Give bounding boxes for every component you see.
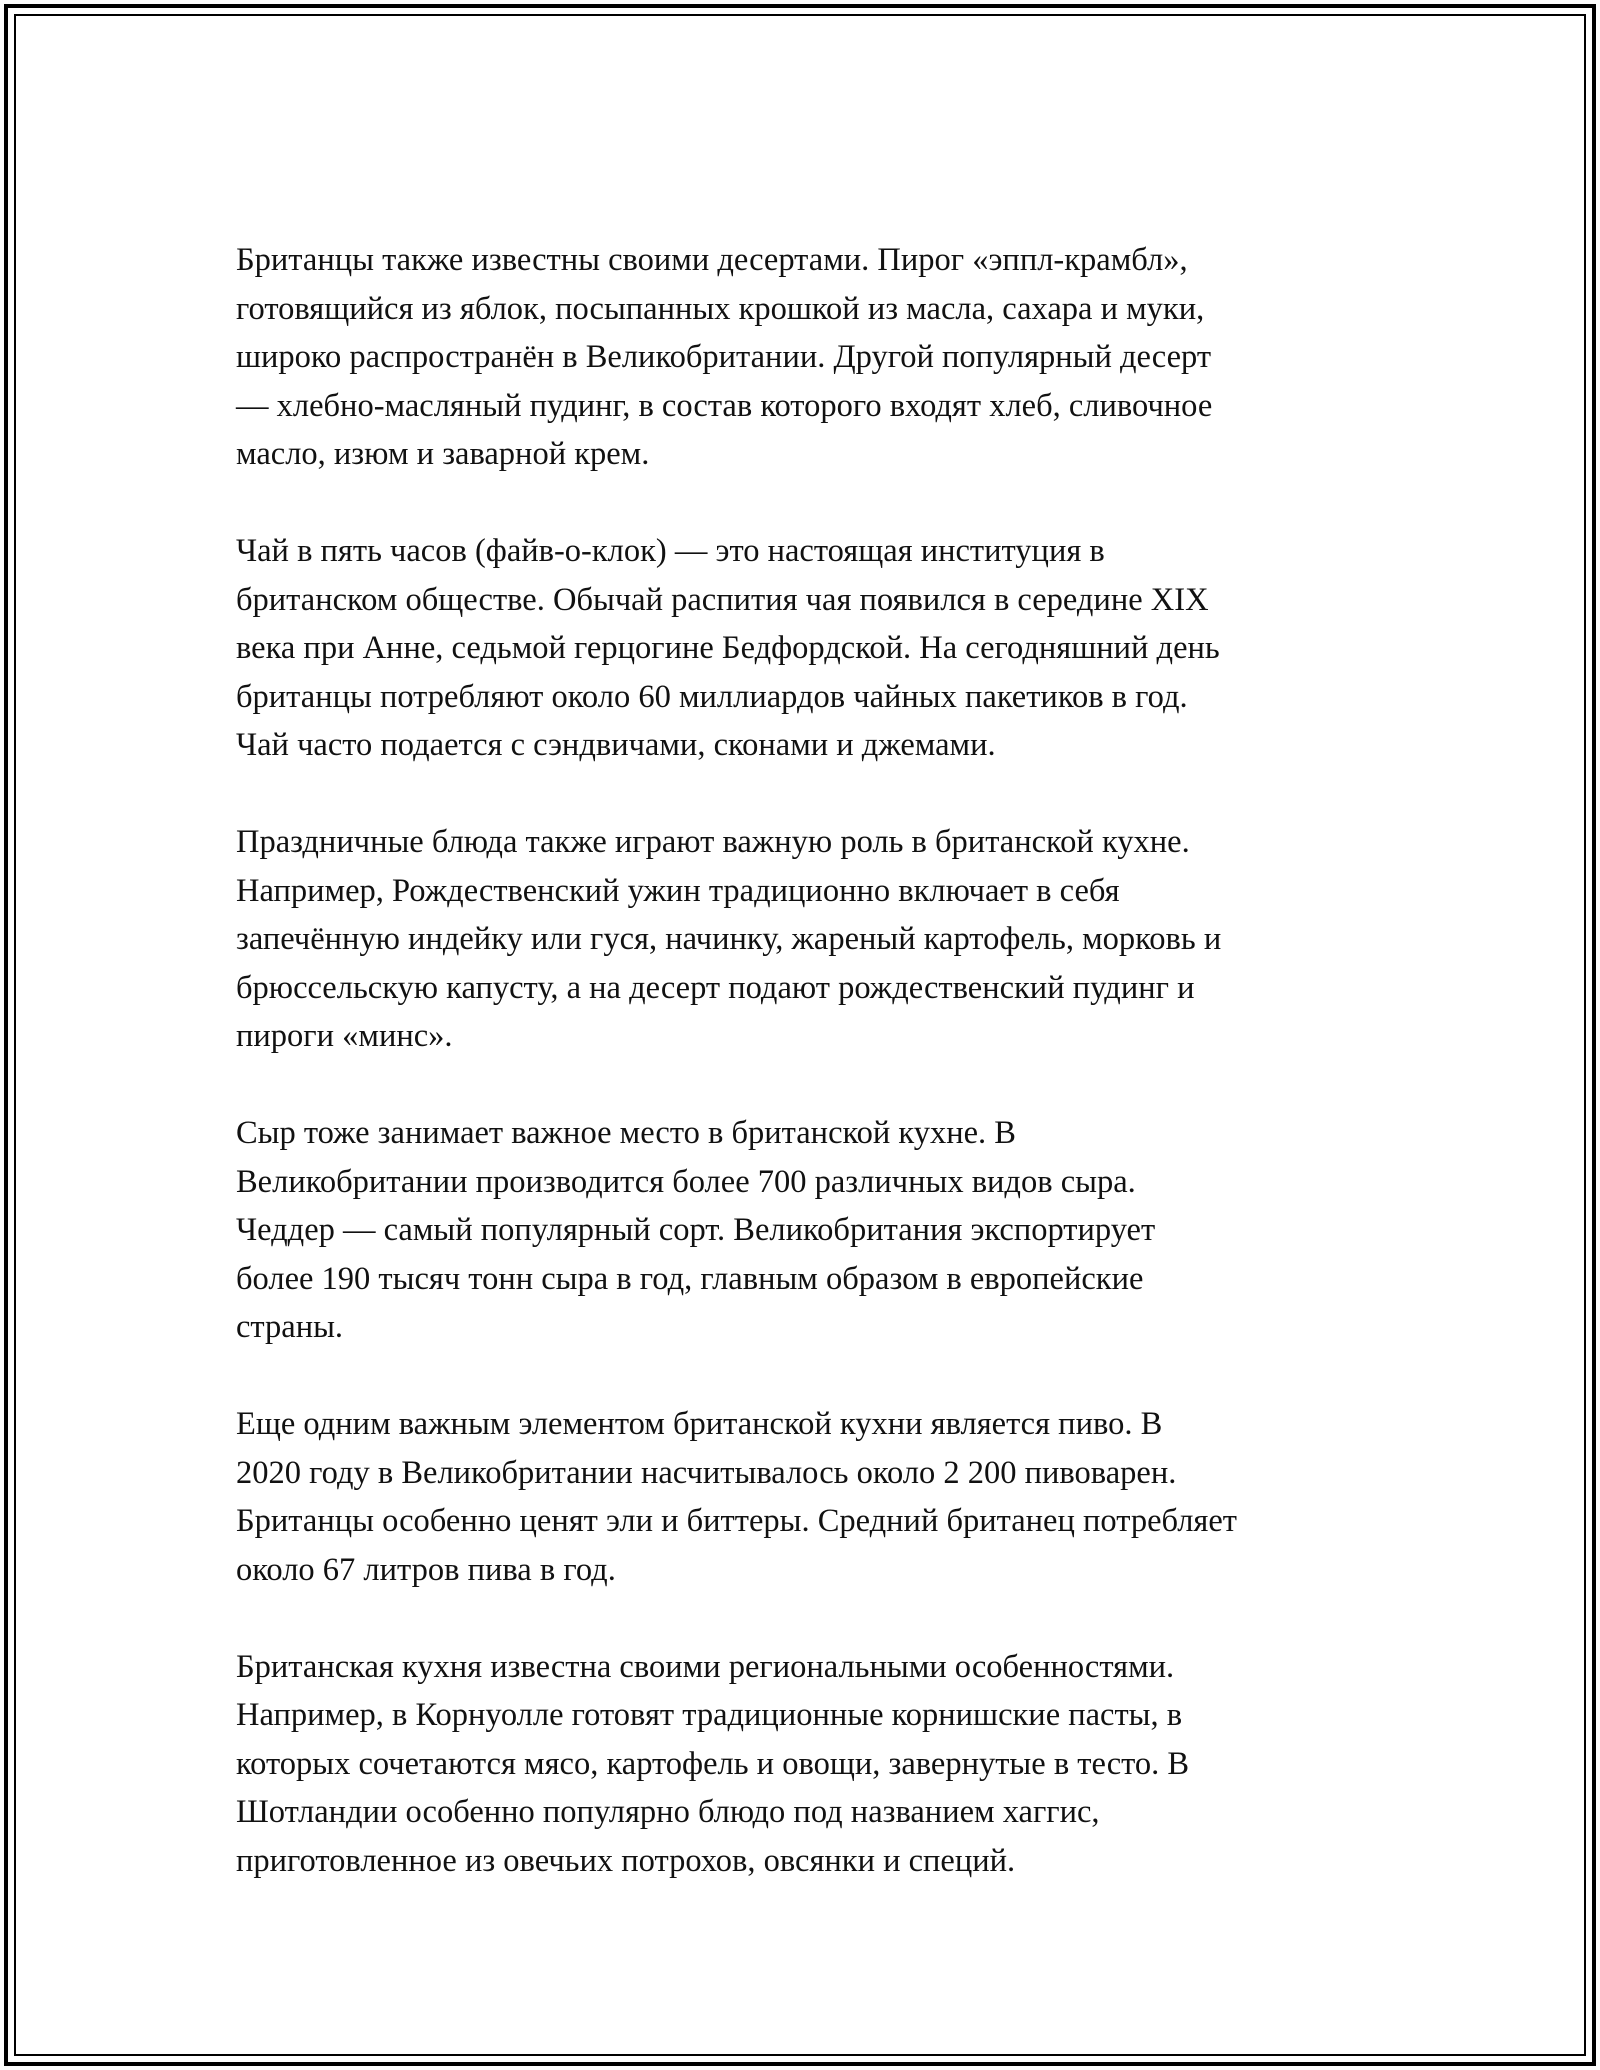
document-body — [236, 236, 1376, 1934]
text-line: Например, Рождественский ужин традиционно включает в себя — [236, 872, 1120, 909]
text-line: британцы потребляют около 60 миллиардов чайных пакетиков в год. — [236, 678, 1188, 715]
paragraph-regional-features — [236, 1643, 1376, 1886]
text-line: которых сочетаются мясо, картофель и овощи, завернутые в тесто. В — [236, 1745, 1190, 1782]
text-line: Чай часто подается с сэндвичами, сконами и джемами. — [236, 727, 996, 763]
text-line: британском обществе. Обычай распития чая появился в середине XIX — [236, 581, 1209, 618]
text-line: запечённую индейку или гуся, начинку, жареный картофель, морковь и — [236, 921, 1222, 957]
text-line: приготовленное из овечьих потрохов, овсянки и специй. — [236, 1842, 1016, 1879]
text-line: пироги «минс». — [236, 1018, 453, 1054]
text-line: Великобритании производится более 700 различных видов сыра. — [236, 1163, 1136, 1200]
text-line: века при Анне, седьмой герцогине Бедфордской. На сегодняшний день — [236, 630, 1220, 666]
paragraph-cheese — [236, 1109, 1376, 1352]
text-line: 2020 году в Великобритании насчитывалось около 2 200 пивоварен. — [236, 1454, 1177, 1491]
text-line: около 67 литров пива в год. — [236, 1551, 616, 1588]
text-line: Британская кухня известна своими региональными особенностями. — [236, 1648, 1175, 1685]
paragraph-holiday-dishes — [236, 818, 1376, 1061]
paragraph-beer — [236, 1400, 1376, 1594]
text-line: Чеддер — самый популярный сорт. Великобритания экспортирует — [236, 1212, 1156, 1248]
text-line: масло, изюм и заварной крем. — [236, 436, 650, 472]
text-line: Чай в пять часов (файв-о-клок) — это настоящая институция в — [236, 533, 1105, 569]
text-line: Еще одним важным элементом британской кухни является пиво. В — [236, 1406, 1163, 1442]
text-line: широко распространён в Великобритании. Другой популярный десерт — [236, 339, 1212, 375]
text-line: брюссельскую капусту, а на десерт подают рождественский пудинг и — [236, 969, 1195, 1006]
text-line: Например, в Корнуолле готовят традиционные корнишские пасты, в — [236, 1697, 1183, 1733]
text-line: Британцы особенно ценят эли и биттеры. Средний британец потребляет — [236, 1503, 1238, 1539]
text-line: Сыр тоже занимает важное место в британской кухне. В — [236, 1115, 1016, 1151]
text-line: Шотландии особенно популярно блюдо под названием хаггис, — [236, 1794, 1100, 1830]
text-line: готовящийся из яблок, посыпанных крошкой из масла, сахара и муки, — [236, 290, 1205, 327]
text-line: более 190 тысяч тонн сыра в год, главным образом в европейские — [236, 1260, 1144, 1297]
text-line: Британцы также известны своими десертами. Пирог «эппл-крамбл», — [236, 242, 1188, 278]
text-line: Праздничные блюда также играют важную роль в британской кухне. — [236, 824, 1190, 860]
text-line: страны. — [236, 1309, 344, 1345]
paragraph-tea — [236, 527, 1376, 770]
text-line: — хлебно-масляный пудинг, в состав которого входят хлеб, сливочное — [236, 387, 1213, 424]
paragraph-desserts — [236, 236, 1376, 479]
